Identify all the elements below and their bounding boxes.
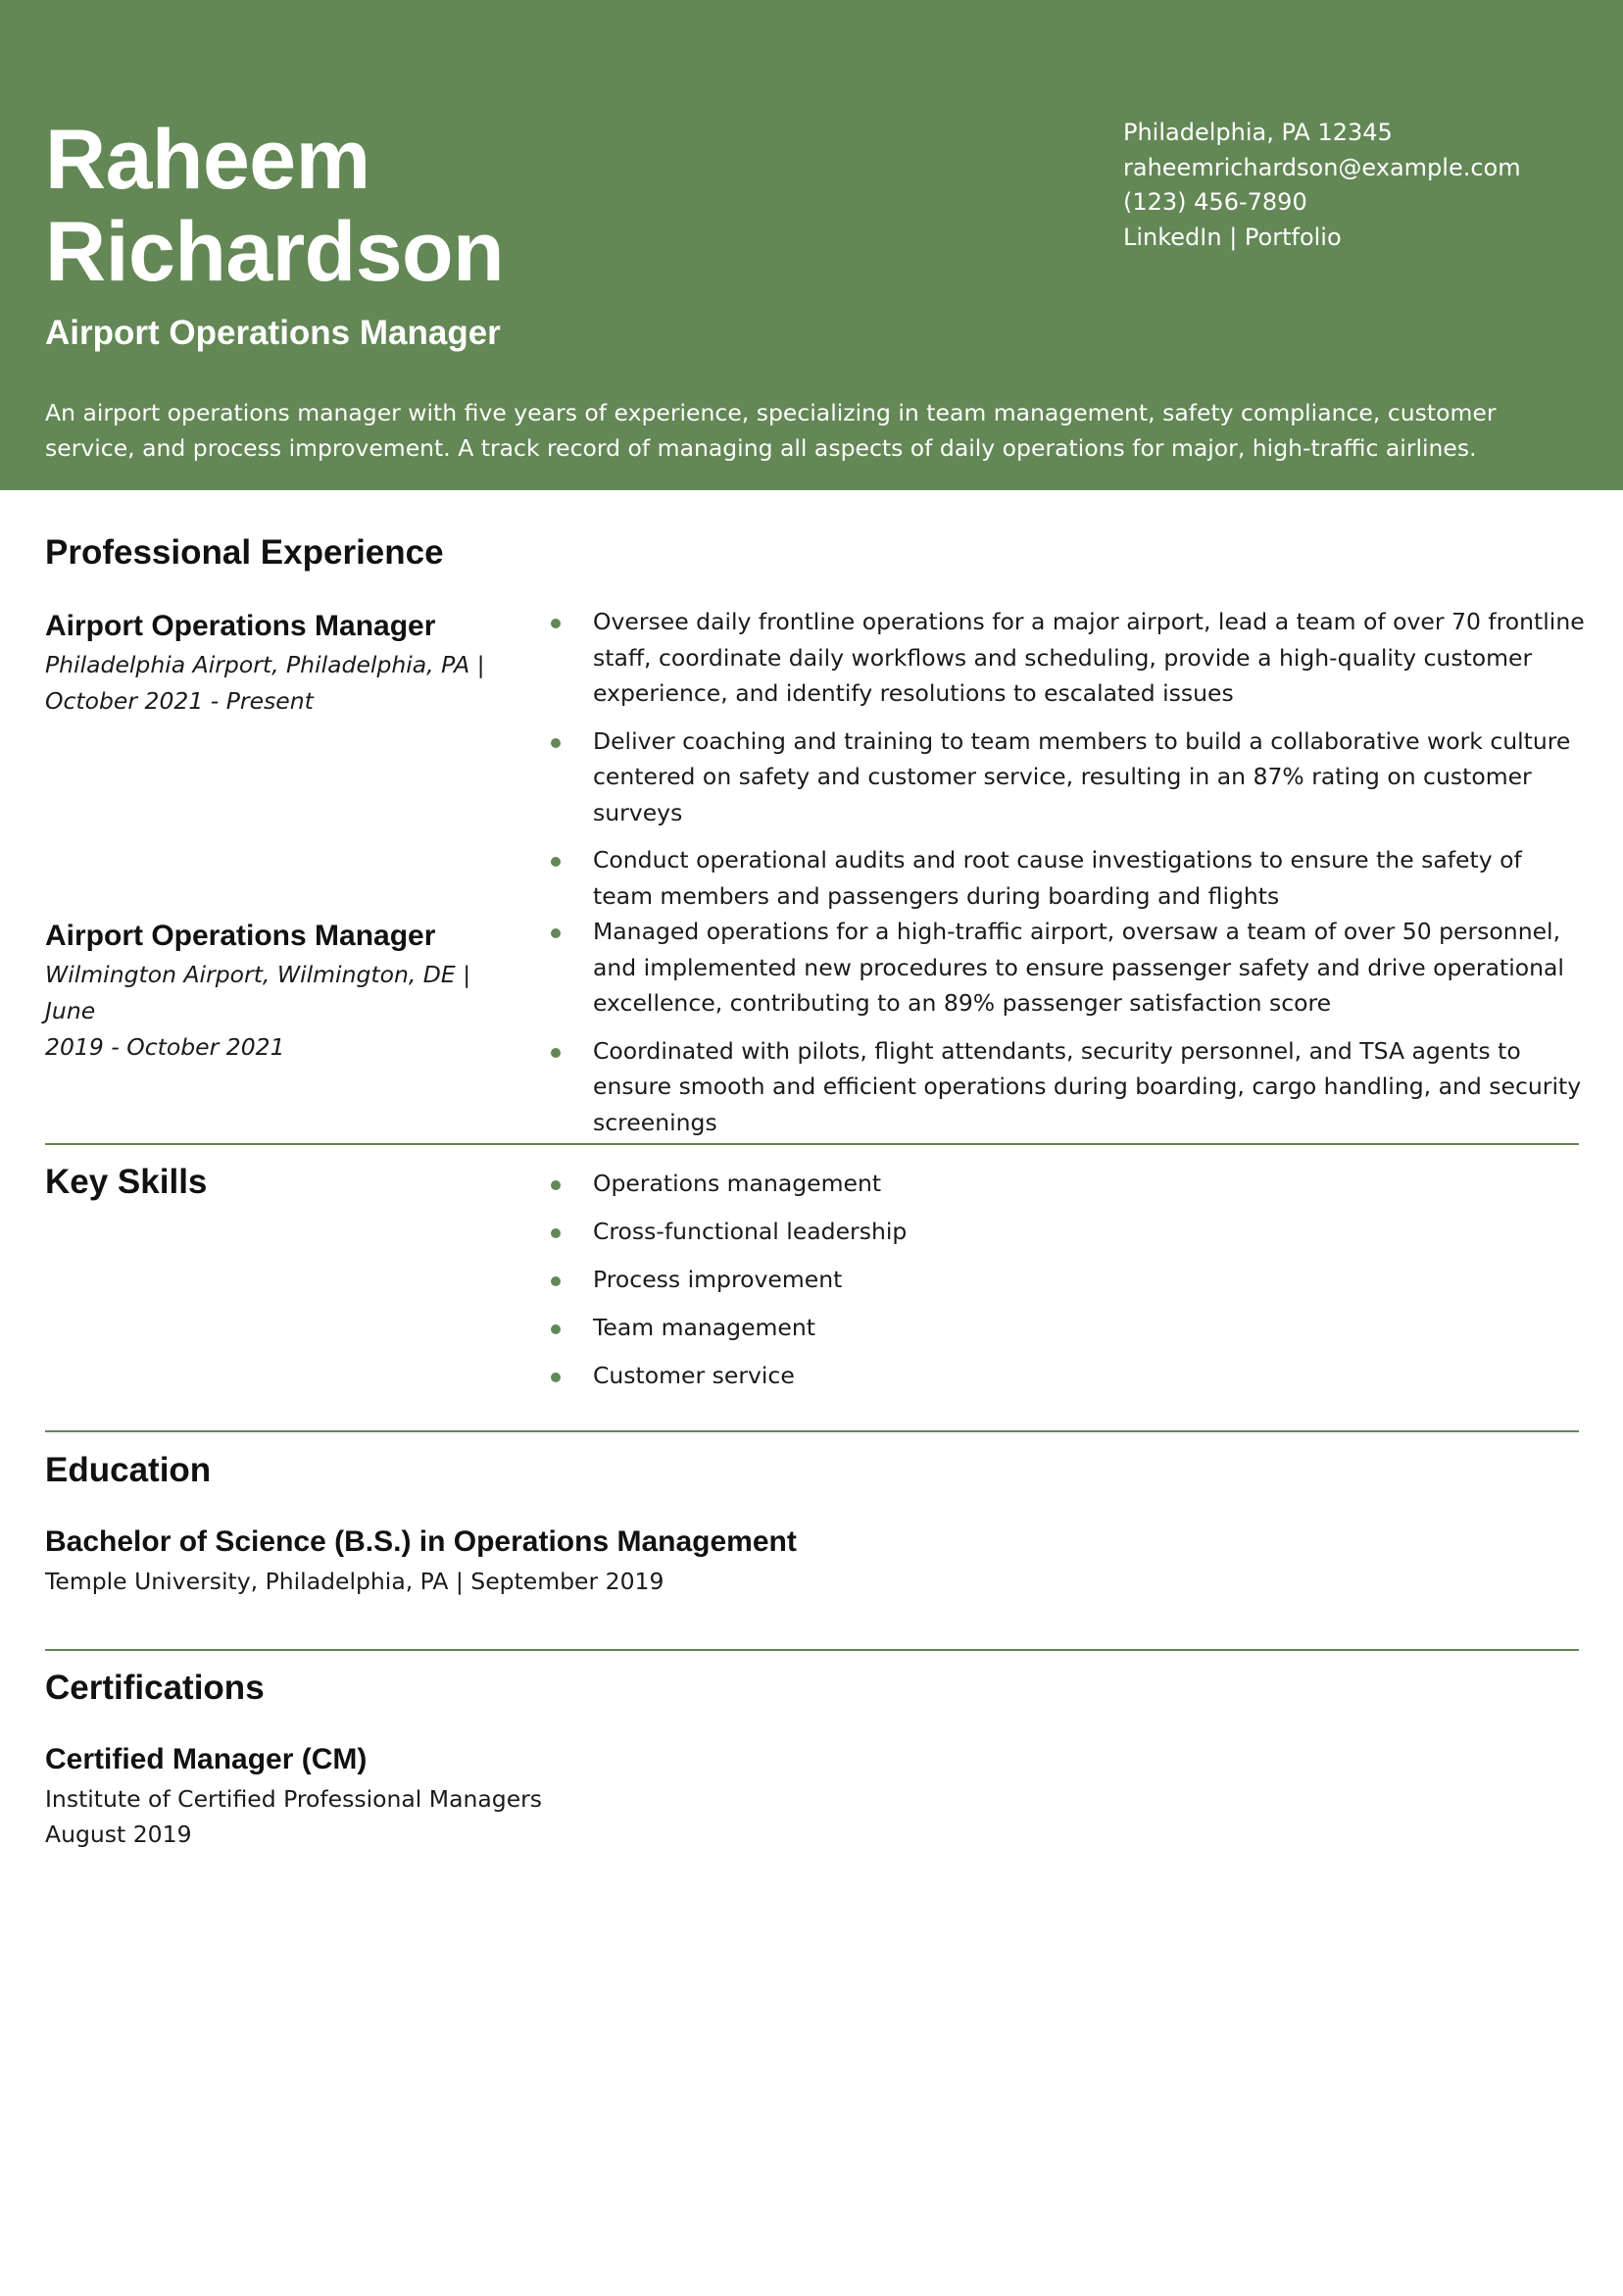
job-2-role: Airport Operations Manager [45,920,436,952]
certification-date: August 2019 [45,1820,192,1848]
section-divider [45,1649,1579,1651]
list-item: Team management [549,1310,1588,1346]
last-name: Richardson [45,205,505,299]
contact-phone: (123) 456-7890 [1123,188,1307,216]
list-item: Coordinated with pilots, flight attendants, security personnel, and TSA agents to ensure smooth and efficient operations during boarding, cargo handling, and security screenings [549,1033,1588,1141]
contact-links[interactable]: LinkedIn | Portfolio [1123,223,1342,251]
bullet-dot-icon [551,1180,561,1190]
list-item: Deliver coaching and training to team members to build a collaborative work culture centered on safety and customer service, resulting in an 87% rating on customer surveys [549,724,1588,831]
section-divider [45,1430,1579,1432]
contact-location: Philadelphia, PA 12345 [1123,119,1393,146]
headline-title: Airport Operations Manager [45,314,501,352]
bullet-dot-icon [551,1228,561,1238]
bullet-dot-icon [551,619,561,628]
list-item: Cross-functional leadership [549,1214,1588,1250]
skills-list [549,1166,1588,1406]
bullet-dot-icon [551,1048,561,1058]
certification-issuer: Institute of Certified Professional Managers [45,1785,543,1813]
resume-header [0,0,1623,490]
section-divider [45,1143,1579,1145]
job-1-role: Airport Operations Manager [45,610,436,642]
first-name: Raheem [45,113,370,207]
job-1-bullets [549,604,1588,925]
contact-block [1123,116,1521,255]
contact-email[interactable]: raheemrichardson@example.com [1123,153,1521,181]
list-item: Conduct operational audits and root cause investigations to ensure the safety of team members and passengers during boarding and flights [549,842,1588,914]
job-2-meta-line-2: 2019 - October 2021 [45,1033,285,1061]
job-1-meta-line-2: October 2021 - Present [45,687,314,715]
list-item: Oversee daily frontline operations for a major airport, lead a team of over 70 frontline staff, coordinate daily workflows and scheduling, provide a high-quality customer experience, and identify resolutions to escalated issues [549,604,1588,712]
bullet-dot-icon [551,1276,561,1286]
list-item: Process improvement [549,1262,1588,1298]
list-item: Managed operations for a high-traffic airport, oversaw a team of over 50 personnel, and implemented new procedures to ensure passenger safety and drive operational excellence, contributing to an 89% passenger satisfaction score [549,914,1588,1022]
list-item: Operations management [549,1166,1588,1202]
candidate-name [45,114,504,298]
education-details: Temple University, Philadelphia, PA | September 2019 [45,1568,664,1595]
education-degree: Bachelor of Science (B.S.) in Operations Management [45,1525,797,1558]
education-heading: Education [45,1451,212,1489]
job-2-details [45,918,506,1066]
summary-text: An airport operations manager with five years of experience, specializing in team management, safety compliance, customer service, and process improvement. A track record of managing all aspects of daily operations for major, high-traffic airlines. [45,399,1497,462]
bullet-dot-icon [551,857,561,867]
experience-heading: Professional Experience [45,533,444,572]
certification-entry [45,1741,1221,1852]
job-1-meta-line-1: Philadelphia Airport, Philadelphia, PA | [45,651,485,678]
certification-name: Certified Manager (CM) [45,1743,368,1775]
job-2-meta-line-1: Wilmington Airport, Wilmington, DE | June [45,961,471,1024]
bullet-dot-icon [551,1373,561,1382]
skills-heading: Key Skills [45,1163,208,1201]
education-entry [45,1523,1221,1600]
job-1-details [45,608,506,720]
list-item: Customer service [549,1358,1588,1394]
bullet-dot-icon [551,928,561,938]
job-2-bullets [549,914,1588,1152]
certifications-heading: Certifications [45,1669,265,1707]
bullet-dot-icon [551,1324,561,1334]
bullet-dot-icon [551,738,561,748]
